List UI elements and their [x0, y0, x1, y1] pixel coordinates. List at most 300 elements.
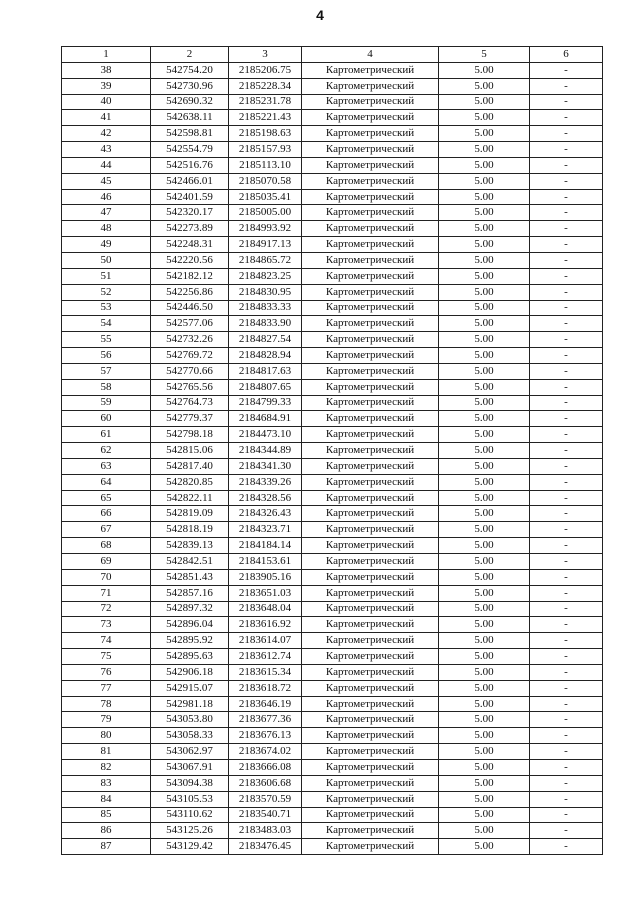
point-number-cell: 54 — [62, 316, 151, 332]
x-coordinate-cell: 542401.59 — [151, 189, 229, 205]
method-cell: Картометрический — [302, 680, 439, 696]
x-coordinate-cell: 543094.38 — [151, 775, 229, 791]
accuracy-cell: 5.00 — [439, 94, 530, 110]
method-cell: Картометрический — [302, 807, 439, 823]
y-coordinate-cell: 2185113.10 — [229, 157, 302, 173]
y-coordinate-cell: 2183651.03 — [229, 585, 302, 601]
method-cell: Картометрический — [302, 538, 439, 554]
note-cell: - — [530, 775, 603, 791]
point-number-cell: 86 — [62, 823, 151, 839]
method-cell: Картометрический — [302, 205, 439, 221]
method-cell: Картометрический — [302, 126, 439, 142]
note-cell: - — [530, 759, 603, 775]
point-number-cell: 70 — [62, 569, 151, 585]
table-row — [62, 173, 603, 189]
y-coordinate-cell: 2184807.65 — [229, 379, 302, 395]
column-header: 1 — [62, 47, 151, 63]
accuracy-cell: 5.00 — [439, 744, 530, 760]
point-number-cell: 61 — [62, 427, 151, 443]
table-row — [62, 316, 603, 332]
x-coordinate-cell: 542466.01 — [151, 173, 229, 189]
note-cell: - — [530, 506, 603, 522]
point-number-cell: 53 — [62, 300, 151, 316]
table-row — [62, 94, 603, 110]
method-cell: Картометрический — [302, 839, 439, 855]
note-cell: - — [530, 237, 603, 253]
note-cell: - — [530, 427, 603, 443]
x-coordinate-cell: 542770.66 — [151, 363, 229, 379]
point-number-cell: 66 — [62, 506, 151, 522]
y-coordinate-cell: 2183540.71 — [229, 807, 302, 823]
column-header: 5 — [439, 47, 530, 63]
x-coordinate-cell: 542798.18 — [151, 427, 229, 443]
point-number-cell: 45 — [62, 173, 151, 189]
accuracy-cell: 5.00 — [439, 490, 530, 506]
x-coordinate-cell: 542273.89 — [151, 221, 229, 237]
point-number-cell: 83 — [62, 775, 151, 791]
note-cell: - — [530, 157, 603, 173]
note-cell: - — [530, 173, 603, 189]
point-number-cell: 52 — [62, 284, 151, 300]
point-number-cell: 56 — [62, 348, 151, 364]
method-cell: Картометрический — [302, 649, 439, 665]
point-number-cell: 55 — [62, 332, 151, 348]
note-cell: - — [530, 839, 603, 855]
x-coordinate-cell: 542516.76 — [151, 157, 229, 173]
accuracy-cell: 5.00 — [439, 538, 530, 554]
method-cell: Картометрический — [302, 395, 439, 411]
accuracy-cell: 5.00 — [439, 839, 530, 855]
point-number-cell: 46 — [62, 189, 151, 205]
note-cell: - — [530, 300, 603, 316]
x-coordinate-cell: 542818.19 — [151, 522, 229, 538]
method-cell: Картометрический — [302, 759, 439, 775]
method-cell: Картометрический — [302, 142, 439, 158]
x-coordinate-cell: 543125.26 — [151, 823, 229, 839]
accuracy-cell: 5.00 — [439, 221, 530, 237]
method-cell: Картометрический — [302, 268, 439, 284]
accuracy-cell: 5.00 — [439, 363, 530, 379]
point-number-cell: 85 — [62, 807, 151, 823]
x-coordinate-cell: 542577.06 — [151, 316, 229, 332]
x-coordinate-cell: 542754.20 — [151, 62, 229, 78]
table-row — [62, 759, 603, 775]
x-coordinate-cell: 542638.11 — [151, 110, 229, 126]
table-row — [62, 538, 603, 554]
method-cell: Картометрический — [302, 554, 439, 570]
x-coordinate-cell: 543129.42 — [151, 839, 229, 855]
method-cell: Картометрический — [302, 300, 439, 316]
accuracy-cell: 5.00 — [439, 759, 530, 775]
accuracy-cell: 5.00 — [439, 126, 530, 142]
accuracy-cell: 5.00 — [439, 379, 530, 395]
point-number-cell: 77 — [62, 680, 151, 696]
y-coordinate-cell: 2183570.59 — [229, 791, 302, 807]
accuracy-cell: 5.00 — [439, 284, 530, 300]
point-number-cell: 84 — [62, 791, 151, 807]
x-coordinate-cell: 542906.18 — [151, 664, 229, 680]
point-number-cell: 47 — [62, 205, 151, 221]
x-coordinate-cell: 542842.51 — [151, 554, 229, 570]
accuracy-cell: 5.00 — [439, 791, 530, 807]
column-header: 4 — [302, 47, 439, 63]
y-coordinate-cell: 2185035.41 — [229, 189, 302, 205]
table-row — [62, 379, 603, 395]
note-cell: - — [530, 458, 603, 474]
method-cell: Картометрический — [302, 791, 439, 807]
x-coordinate-cell: 542779.37 — [151, 411, 229, 427]
method-cell: Картометрический — [302, 633, 439, 649]
y-coordinate-cell: 2183676.13 — [229, 728, 302, 744]
table-row — [62, 680, 603, 696]
method-cell: Картометрический — [302, 427, 439, 443]
table-row — [62, 490, 603, 506]
method-cell: Картометрический — [302, 78, 439, 94]
accuracy-cell: 5.00 — [439, 443, 530, 459]
table-row — [62, 696, 603, 712]
note-cell: - — [530, 664, 603, 680]
accuracy-cell: 5.00 — [439, 332, 530, 348]
table-row — [62, 744, 603, 760]
note-cell: - — [530, 205, 603, 221]
y-coordinate-cell: 2183674.02 — [229, 744, 302, 760]
point-number-cell: 87 — [62, 839, 151, 855]
method-cell: Картометрический — [302, 110, 439, 126]
point-number-cell: 59 — [62, 395, 151, 411]
x-coordinate-cell: 542220.56 — [151, 252, 229, 268]
accuracy-cell: 5.00 — [439, 617, 530, 633]
table-row — [62, 585, 603, 601]
accuracy-cell: 5.00 — [439, 680, 530, 696]
y-coordinate-cell: 2183483.03 — [229, 823, 302, 839]
point-number-cell: 60 — [62, 411, 151, 427]
accuracy-cell: 5.00 — [439, 728, 530, 744]
note-cell: - — [530, 316, 603, 332]
point-number-cell: 63 — [62, 458, 151, 474]
point-number-cell: 82 — [62, 759, 151, 775]
x-coordinate-cell: 542915.07 — [151, 680, 229, 696]
method-cell: Картометрический — [302, 94, 439, 110]
method-cell: Картометрический — [302, 617, 439, 633]
table-row — [62, 633, 603, 649]
x-coordinate-cell: 542248.31 — [151, 237, 229, 253]
x-coordinate-cell: 542554.79 — [151, 142, 229, 158]
x-coordinate-cell: 542817.40 — [151, 458, 229, 474]
x-coordinate-cell: 542851.43 — [151, 569, 229, 585]
column-header: 3 — [229, 47, 302, 63]
note-cell: - — [530, 585, 603, 601]
method-cell: Картометрический — [302, 173, 439, 189]
x-coordinate-cell: 542598.81 — [151, 126, 229, 142]
table-row — [62, 237, 603, 253]
x-coordinate-cell: 542765.56 — [151, 379, 229, 395]
note-cell: - — [530, 696, 603, 712]
note-cell: - — [530, 395, 603, 411]
point-number-cell: 58 — [62, 379, 151, 395]
table-row — [62, 839, 603, 855]
method-cell: Картометрический — [302, 474, 439, 490]
method-cell: Картометрический — [302, 411, 439, 427]
x-coordinate-cell: 542839.13 — [151, 538, 229, 554]
accuracy-cell: 5.00 — [439, 411, 530, 427]
x-coordinate-cell: 542896.04 — [151, 617, 229, 633]
point-number-cell: 43 — [62, 142, 151, 158]
note-cell: - — [530, 332, 603, 348]
y-coordinate-cell: 2184830.95 — [229, 284, 302, 300]
point-number-cell: 75 — [62, 649, 151, 665]
method-cell: Картометрический — [302, 443, 439, 459]
y-coordinate-cell: 2183615.34 — [229, 664, 302, 680]
accuracy-cell: 5.00 — [439, 237, 530, 253]
y-coordinate-cell: 2184326.43 — [229, 506, 302, 522]
x-coordinate-cell: 543053.80 — [151, 712, 229, 728]
accuracy-cell: 5.00 — [439, 554, 530, 570]
note-cell: - — [530, 554, 603, 570]
method-cell: Картометрический — [302, 664, 439, 680]
point-number-cell: 73 — [62, 617, 151, 633]
method-cell: Картометрический — [302, 506, 439, 522]
y-coordinate-cell: 2185070.58 — [229, 173, 302, 189]
table-row — [62, 221, 603, 237]
accuracy-cell: 5.00 — [439, 506, 530, 522]
y-coordinate-cell: 2183616.92 — [229, 617, 302, 633]
accuracy-cell: 5.00 — [439, 458, 530, 474]
method-cell: Картометрический — [302, 490, 439, 506]
note-cell: - — [530, 807, 603, 823]
note-cell: - — [530, 744, 603, 760]
method-cell: Картометрический — [302, 284, 439, 300]
table-row — [62, 554, 603, 570]
x-coordinate-cell: 542981.18 — [151, 696, 229, 712]
y-coordinate-cell: 2184473.10 — [229, 427, 302, 443]
x-coordinate-cell: 542732.26 — [151, 332, 229, 348]
note-cell: - — [530, 649, 603, 665]
accuracy-cell: 5.00 — [439, 696, 530, 712]
accuracy-cell: 5.00 — [439, 807, 530, 823]
column-header: 2 — [151, 47, 229, 63]
x-coordinate-cell: 542730.96 — [151, 78, 229, 94]
y-coordinate-cell: 2184684.91 — [229, 411, 302, 427]
note-cell: - — [530, 538, 603, 554]
y-coordinate-cell: 2184827.54 — [229, 332, 302, 348]
note-cell: - — [530, 252, 603, 268]
table-row — [62, 142, 603, 158]
x-coordinate-cell: 543058.33 — [151, 728, 229, 744]
x-coordinate-cell: 542819.09 — [151, 506, 229, 522]
note-cell: - — [530, 823, 603, 839]
accuracy-cell: 5.00 — [439, 522, 530, 538]
note-cell: - — [530, 680, 603, 696]
method-cell: Картометрический — [302, 189, 439, 205]
point-number-cell: 50 — [62, 252, 151, 268]
y-coordinate-cell: 2184833.33 — [229, 300, 302, 316]
accuracy-cell: 5.00 — [439, 395, 530, 411]
table-row — [62, 601, 603, 617]
method-cell: Картометрический — [302, 775, 439, 791]
note-cell: - — [530, 221, 603, 237]
y-coordinate-cell: 2184865.72 — [229, 252, 302, 268]
method-cell: Картометрический — [302, 157, 439, 173]
accuracy-cell: 5.00 — [439, 712, 530, 728]
table-row — [62, 363, 603, 379]
point-number-cell: 76 — [62, 664, 151, 680]
note-cell: - — [530, 712, 603, 728]
accuracy-cell: 5.00 — [439, 252, 530, 268]
y-coordinate-cell: 2184833.90 — [229, 316, 302, 332]
y-coordinate-cell: 2183646.19 — [229, 696, 302, 712]
method-cell: Картометрический — [302, 522, 439, 538]
point-number-cell: 74 — [62, 633, 151, 649]
table-row — [62, 189, 603, 205]
accuracy-cell: 5.00 — [439, 633, 530, 649]
y-coordinate-cell: 2185198.63 — [229, 126, 302, 142]
column-header: 6 — [530, 47, 603, 63]
note-cell: - — [530, 617, 603, 633]
accuracy-cell: 5.00 — [439, 142, 530, 158]
table-row — [62, 110, 603, 126]
method-cell: Картометрический — [302, 823, 439, 839]
x-coordinate-cell: 542446.50 — [151, 300, 229, 316]
x-coordinate-cell: 543105.53 — [151, 791, 229, 807]
point-number-cell: 39 — [62, 78, 151, 94]
table-row — [62, 474, 603, 490]
table-row — [62, 205, 603, 221]
method-cell: Картометрический — [302, 332, 439, 348]
point-number-cell: 41 — [62, 110, 151, 126]
note-cell: - — [530, 94, 603, 110]
point-number-cell: 65 — [62, 490, 151, 506]
x-coordinate-cell: 542256.86 — [151, 284, 229, 300]
note-cell: - — [530, 569, 603, 585]
note-cell: - — [530, 474, 603, 490]
accuracy-cell: 5.00 — [439, 62, 530, 78]
x-coordinate-cell: 542764.73 — [151, 395, 229, 411]
table-row — [62, 126, 603, 142]
note-cell: - — [530, 601, 603, 617]
y-coordinate-cell: 2185231.78 — [229, 94, 302, 110]
accuracy-cell: 5.00 — [439, 585, 530, 601]
point-number-cell: 42 — [62, 126, 151, 142]
x-coordinate-cell: 543110.62 — [151, 807, 229, 823]
note-cell: - — [530, 522, 603, 538]
x-coordinate-cell: 542897.32 — [151, 601, 229, 617]
accuracy-cell: 5.00 — [439, 110, 530, 126]
y-coordinate-cell: 2183905.16 — [229, 569, 302, 585]
table-row — [62, 664, 603, 680]
accuracy-cell: 5.00 — [439, 474, 530, 490]
table-row — [62, 348, 603, 364]
method-cell: Картометрический — [302, 379, 439, 395]
x-coordinate-cell: 542815.06 — [151, 443, 229, 459]
point-number-cell: 44 — [62, 157, 151, 173]
y-coordinate-cell: 2184993.92 — [229, 221, 302, 237]
x-coordinate-cell: 542182.12 — [151, 268, 229, 284]
method-cell: Картометрический — [302, 569, 439, 585]
method-cell: Картометрический — [302, 316, 439, 332]
x-coordinate-cell: 542320.17 — [151, 205, 229, 221]
table-row — [62, 443, 603, 459]
point-number-cell: 62 — [62, 443, 151, 459]
point-number-cell: 81 — [62, 744, 151, 760]
y-coordinate-cell: 2185228.34 — [229, 78, 302, 94]
table-row — [62, 458, 603, 474]
coordinates-table — [61, 46, 603, 855]
table-row — [62, 823, 603, 839]
note-cell: - — [530, 363, 603, 379]
y-coordinate-cell: 2184817.63 — [229, 363, 302, 379]
y-coordinate-cell: 2183666.08 — [229, 759, 302, 775]
point-number-cell: 51 — [62, 268, 151, 284]
accuracy-cell: 5.00 — [439, 316, 530, 332]
point-number-cell: 80 — [62, 728, 151, 744]
point-number-cell: 64 — [62, 474, 151, 490]
note-cell: - — [530, 62, 603, 78]
y-coordinate-cell: 2184341.30 — [229, 458, 302, 474]
table-row — [62, 411, 603, 427]
table-row — [62, 300, 603, 316]
table-row — [62, 728, 603, 744]
y-coordinate-cell: 2184828.94 — [229, 348, 302, 364]
table-row — [62, 807, 603, 823]
note-cell: - — [530, 490, 603, 506]
table-row — [62, 427, 603, 443]
accuracy-cell: 5.00 — [439, 205, 530, 221]
point-number-cell: 49 — [62, 237, 151, 253]
point-number-cell: 71 — [62, 585, 151, 601]
note-cell: - — [530, 633, 603, 649]
y-coordinate-cell: 2185157.93 — [229, 142, 302, 158]
point-number-cell: 68 — [62, 538, 151, 554]
method-cell: Картометрический — [302, 712, 439, 728]
table-row — [62, 712, 603, 728]
y-coordinate-cell: 2185005.00 — [229, 205, 302, 221]
accuracy-cell: 5.00 — [439, 823, 530, 839]
table-row — [62, 268, 603, 284]
x-coordinate-cell: 542895.92 — [151, 633, 229, 649]
table-row — [62, 284, 603, 300]
x-coordinate-cell: 542690.32 — [151, 94, 229, 110]
point-number-cell: 40 — [62, 94, 151, 110]
method-cell: Картометрический — [302, 348, 439, 364]
point-number-cell: 48 — [62, 221, 151, 237]
point-number-cell: 72 — [62, 601, 151, 617]
page-number: 4 — [316, 7, 324, 23]
table-row — [62, 649, 603, 665]
table-row — [62, 332, 603, 348]
table-row — [62, 157, 603, 173]
y-coordinate-cell: 2184323.71 — [229, 522, 302, 538]
table-row — [62, 62, 603, 78]
y-coordinate-cell: 2184339.26 — [229, 474, 302, 490]
accuracy-cell: 5.00 — [439, 601, 530, 617]
y-coordinate-cell: 2183618.72 — [229, 680, 302, 696]
table-row — [62, 522, 603, 538]
accuracy-cell: 5.00 — [439, 78, 530, 94]
note-cell: - — [530, 443, 603, 459]
point-number-cell: 57 — [62, 363, 151, 379]
method-cell: Картометрический — [302, 62, 439, 78]
y-coordinate-cell: 2184184.14 — [229, 538, 302, 554]
y-coordinate-cell: 2184799.33 — [229, 395, 302, 411]
note-cell: - — [530, 142, 603, 158]
y-coordinate-cell: 2183677.36 — [229, 712, 302, 728]
y-coordinate-cell: 2184328.56 — [229, 490, 302, 506]
accuracy-cell: 5.00 — [439, 189, 530, 205]
method-cell: Картометрический — [302, 221, 439, 237]
table-row — [62, 395, 603, 411]
table-body — [62, 62, 603, 854]
point-number-cell: 38 — [62, 62, 151, 78]
